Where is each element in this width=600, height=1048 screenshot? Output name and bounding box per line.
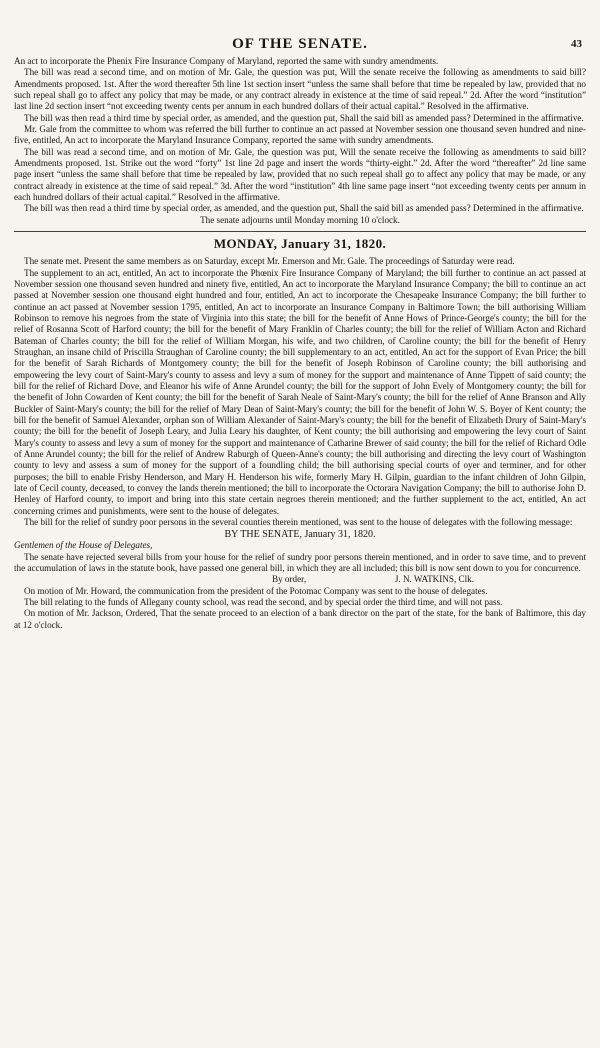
paragraph: The supplement to an act, entitled, An act to incorporate the Phœnix Fire Insurance Company of Maryland; the bill further to continue an act passed at November session one thousand seven hundred and ninety five, entitled, An act to incorporate the Maryland Insurance Company; the bill to continue an act passed at November session one thousand eight hundred and four, entitled, An act to incorporate the Chesapeake Insurance Company; the bill further to continue an act passed at November session 1795, entitled, An act to incorporate an Insurance Company in Baltimore Town; the bill authorising William Robinson to remove his negroes from the state of Virginia into this state; the bill for the benefit of Anne Hows of Prince-George's county; the bill for the relief of Rosanna Scott of Harford county; the bill for the benefit of Mary Franklin of Charles county; the bill for the relief of William Acton and Richard Bateman of Charles county; the bill for the relief of William Morgan, his wife, and two children, of Caroline county; the bill for the benefit of Henry Straughan, an insane child of Priscilla Straughan of Caroline county; the bill supplementary to an act, entitled, An act for the support of Evan Price; the bill for the benefit of Sarah Richards of Montgomery county; the bill for the benefit of Joseph Robinson of Caroline county; the bill authorising and empowering the levy court of Saint-Mary's county to assess and levy a sum of money for the support and maintenance of Anne Tippett of said county; the bill for the relief of Richard Dove, and Eleanor his wife of Anne Arundel county; the bill for the support of John Evely of Montgomery county; the bill for the benefit of John Cowarden of Kent county; the bill for the benefit of Sarah Neale of Saint-Mary's county; the bill for the relief of Anne Branson and Ally Buckler of Saint-Mary's county; the bill for the relief of Mary Dean of Saint-Mary's county; the bill for the benefit of John W. S. Boyer of Kent county; the bill for the benefit of Samuel Alexander, orphan son of William Alexander of Saint-Mary's county; the bill for the benefit of Elizabeth Drury of Saint-Mary's county; the bill for the benefit of Joseph Leary, and Julia Leary his daughter, of Kent county; the bill authorising and empowering the levy court of Saint Mary's county to assess and levy a sum of money for the support and maintenance of Catharine Brewer of said county; the bill for the relief of Richard Odle of Anne Arundel county; the bill for the relief of Andrew Raburgh of Queen-Anne's county; the bill authorising and directing the levy court of Washington county to levy and assess a sum of money for the support of a foundling child; the bill authorising special courts of oyer and terminer, and for other purposes; the bill to enable Frisby Henderson, and Mary H. Henderson his wife, formerly Mary H. Gilpin, guardian to the infant children of John Gilpin, late of Cecil county, deceased, to convey the lands therein mentioned; the bill to incorporate the Octorara Navigation Company; the bill to authorise John D. Henley of Harford county, to import and bring into this state certain negroes therein mentioned; and the further supplement to the act, entitled, An act concerning crimes and punishments, were sent to the house of delegates. <box>14 267 586 516</box>
message-heading: BY THE SENATE, January 31, 1820. <box>224 529 376 541</box>
adjournment-line: The senate adjourns until Monday morning 10 o'clock. <box>200 214 400 225</box>
paragraph: The senate met. Present the same members as on Saturday, except Mr. Emerson and Mr. Gale. The proceedings of Saturday were read. <box>24 256 515 267</box>
paragraph: An act to incorporate the Phenix Fire Insurance Company of Maryland, reported the same with sundry amendments. <box>14 56 439 66</box>
page-number: 43 <box>571 38 582 50</box>
page-header <box>14 30 586 56</box>
signature: J. N. WATKINS, Clk. <box>394 574 474 585</box>
paragraph: The bill was then read a third time by special order, as amended, and the question put, Shall the said bill as amended pass? Determined in the affirmative. <box>24 203 584 214</box>
message-body: The senate have rejected several bills from your house for the relief of sundry poor persons therein mentioned, and in order to save time, and to prevent the accumulation of laws in the statute book, have passed one general bill, in which they are all included; this bill is now sent down to you for concurrence. <box>14 551 586 574</box>
message-salutation: Gentlemen of the House of Delegates, <box>14 540 153 551</box>
day-heading: MONDAY, January 31, 1820. <box>14 231 586 252</box>
running-title: OF THE SENATE. <box>232 36 368 52</box>
by-order: By order, <box>272 574 307 585</box>
paragraph: The bill relating to the funds of Allegany county school, was read the second, and by special order the third time, and will not pass. <box>24 597 503 608</box>
paragraph: On motion of Mr. Howard, the communication from the president of the Potomac Company was sent to the house of delegates. <box>24 585 488 596</box>
message-signature-line <box>14 574 586 585</box>
paragraph: The bill was then read a third time by special order, as amended, and the question put, Shall the said bill as amended pass? Determined in the affirmative. <box>24 112 584 123</box>
paragraph: The bill was read a second time, and on motion of Mr. Gale, the question was put, Will the senate receive the following as amendments to said bill? Amendments proposed. 1st. Strike out the word “forty” 1st line 2d page and insert the words “thirty-eight.” 2d. After the word “thereafter” 2d line same page insert “unless the same shall before that time be repealed by law, provided that no such repeal shall go to affect any policy that may be made, or any contract already in existence at the time of said repeal.” 3d. After the word “institution” 4th line same page insert “not exceeding twenty cents per annum in each hundred dollars of their actual capital.” Resolved in the affirmative. <box>14 146 586 203</box>
paragraph: The bill was read a second time, and on motion of Mr. Gale, the question was put, Will the senate receive the following as amendments to said bill? Amendments proposed. 1st. After the word thereafter 5th line 1st section insert “unless the same shall before that time be repealed by law, provided that no such repeal shall go to affect any policy that may be made, or any contract already in existence at the time of said repeal.” 2d. After the word “institution” last line 2d section insert “not exceeding twenty cents per annum in each hundred dollars of their actual capital.” Resolved in the affirmative. <box>14 67 586 112</box>
paragraph: The bill for the relief of sundry poor persons in the several counties therein mentioned, was sent to the house of delegates with the following message: <box>24 517 573 528</box>
paragraph: Mr. Gale from the committee to whom was referred the bill further to continue an act passed at November session one thousand seven hundred and nine-five, entitled, An act to incorporate the Maryland Insurance Company, reported the same with sundry amendments. <box>14 124 586 146</box>
paragraph: On motion of Mr. Jackson, Ordered, That the senate proceed to an election of a bank director on the part of the state, for the bank of Baltimore, this day at 12 o'clock. <box>14 608 586 630</box>
